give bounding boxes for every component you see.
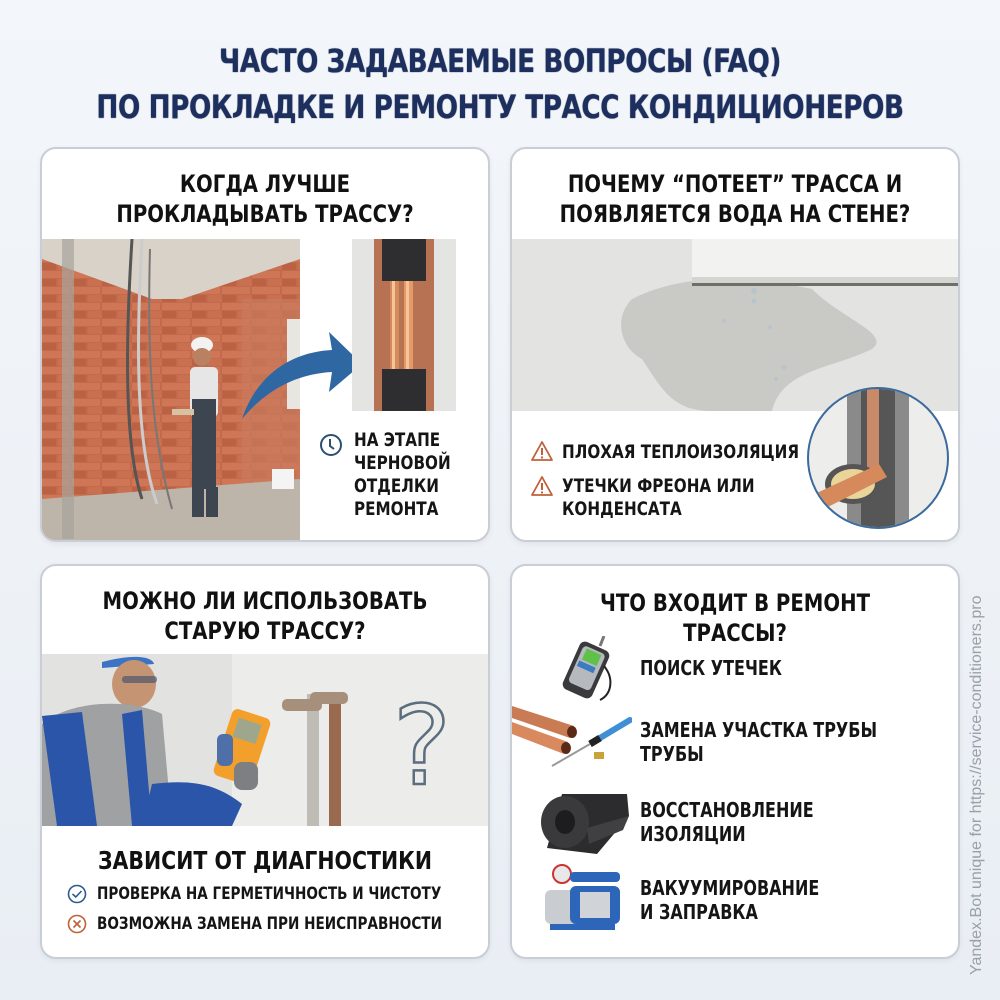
card-title-line-2: ПРОКЛАДЫВАТЬ ТРАССУ? (116, 200, 414, 228)
clock-icon (319, 433, 343, 457)
repair-item-line: ТРУБЫ (640, 742, 704, 766)
repair-item-text (640, 798, 814, 846)
reason-line: КОНДЕНСАТА (562, 498, 682, 520)
card-title-line-1: МОЖНО ЛИ ИСПОЛЬЗОВАТЬ (102, 587, 428, 615)
warning-icon (530, 475, 554, 497)
card-title-line-1: КОГДА ЛУЧШЕ (179, 170, 351, 198)
repair-item-line: ВОССТАНОВЛЕНИЕ (640, 798, 814, 822)
svg-text:?: ? (392, 682, 452, 810)
card-title: ЧТО ВХОДИТ В РЕМОНТ ТРАССЫ? (599, 589, 871, 647)
faq-card-when-to-install (40, 147, 490, 542)
faq-card-sweating-pipe (510, 147, 960, 542)
card-title-line-2: ПОЯВЛЯЕТСЯ ВОДА НА СТЕНЕ? (559, 200, 911, 228)
leak-detector-icon (552, 636, 622, 704)
card-title-line-2: СТАРУЮ ТРАССУ? (164, 617, 366, 645)
technician-with-multimeter-photo (42, 654, 490, 826)
answer-heading: ЗАВИСИТ ОТ ДИАГНОСТИКИ (97, 846, 433, 875)
answer-text (354, 429, 451, 521)
reason-text (562, 475, 755, 521)
repair-item-text: ПОИСК УТЕЧЕК (640, 656, 782, 680)
faq-card-reuse-old-line (40, 564, 490, 959)
answer-line: ЧЕРНОВОЙ (354, 452, 451, 474)
insulated-copper-pipe-in-wall-chase (352, 239, 456, 411)
answer-line: РЕМОНТА (354, 498, 439, 520)
title-line-2: ПО ПРОКЛАДКЕ И РЕМОНТУ ТРАСС КОНДИЦИОНЕРОВ (96, 88, 904, 126)
check-circle-icon (67, 884, 87, 904)
check-item-text: ПРОВЕРКА НА ГЕРМЕТИЧНОСТЬ И ЧИСТОТУ (97, 884, 442, 904)
card-title (552, 169, 918, 229)
vacuum-pump-icon (540, 862, 630, 934)
reason-line: УТЕЧКИ ФРЕОНА ИЛИ (562, 475, 755, 497)
warning-icon (530, 440, 554, 462)
watermark: Yandex.Bot unique for https://service-conditioners.pro (968, 595, 985, 975)
repair-item-line: ИЗОЛЯЦИИ (640, 822, 746, 846)
repair-item-text (640, 718, 877, 766)
faq-card-repair-scope (510, 564, 960, 959)
card-title-line-1: ПОЧЕМУ “ПОТЕЕТ” ТРАССА И (567, 170, 903, 198)
repair-item-text (640, 876, 819, 924)
page-title (90, 38, 910, 130)
reason-text: ПЛОХАЯ ТЕПЛОИЗОЛЯЦИЯ (562, 441, 800, 463)
x-item-text: ВОЗМОЖНА ЗАМЕНА ПРИ НЕИСПРАВНОСТИ (97, 914, 442, 934)
insulation-roll-icon (537, 786, 632, 856)
repair-item-line: ЗАМЕНА УЧАСТКА ТРУБЫ (640, 718, 878, 742)
x-circle-icon (67, 914, 87, 934)
title-line-1: ЧАСТО ЗАДАВАЕМЫЕ ВОПРОСЫ (FAQ) (219, 42, 781, 80)
wet-wall-under-ac-duct-photo (512, 239, 960, 411)
curved-arrow-icon (237, 324, 367, 424)
card-title (82, 169, 448, 229)
insulated-pipe-cross-section (807, 387, 949, 529)
answer-line: ОТДЕЛКИ (354, 475, 439, 497)
card-title (82, 586, 448, 646)
repair-item-line: И ЗАПРАВКА (640, 900, 758, 924)
repair-item-line: ВАКУУМИРОВАНИЕ (640, 876, 820, 900)
copper-pipes-soldering-iron-icon (512, 700, 632, 770)
answer-line: НА ЭТАПЕ (354, 429, 441, 451)
